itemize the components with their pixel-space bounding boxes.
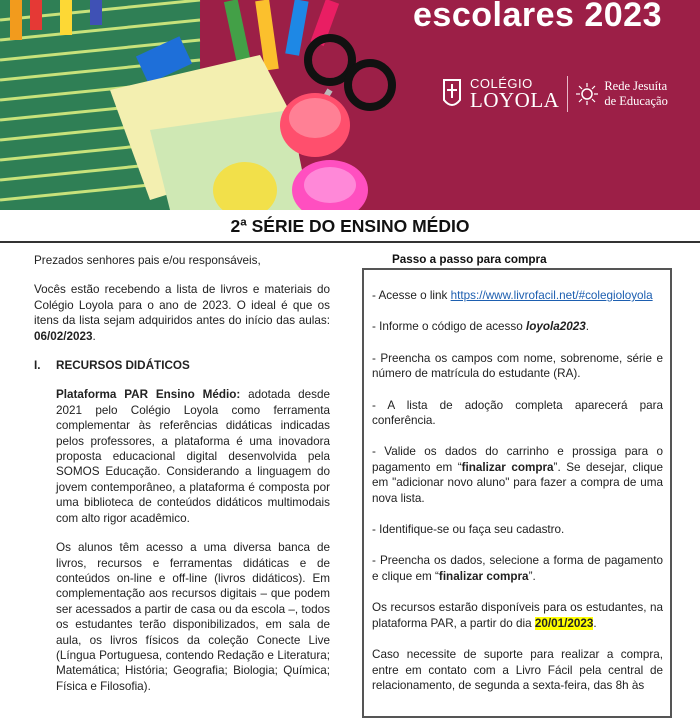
step-2: - Informe o código de acesso loyola2023. [372,320,590,334]
left-column [34,253,330,708]
section-number: I. [34,359,41,373]
purchase-steps-title: Passo a passo para compra [392,253,547,266]
greeting: Prezados senhores pais e/ou responsáveis, [34,254,261,267]
step-7 [372,553,663,584]
rede-jesuita-sun-icon [576,83,598,105]
school-supplies-illustration [0,0,420,210]
livrofacil-link[interactable]: https://www.livrofacil.net/#colegioloyola [450,289,653,302]
par-title: Plataforma PAR Ensino Médio: [56,388,241,402]
step-6: - Identifique-se ou faça seu cadastro. [372,523,565,537]
loyola-crest-icon [440,76,464,112]
step-7-text-a: - Preencha os dados, selecione a forma de pagamento e clique em “ [372,554,663,583]
access-code: loyola2023 [525,320,586,334]
purchase-steps-box [362,268,672,718]
step-7-text-c: ”. [528,569,536,583]
network-line2: de Educação [604,94,668,108]
support-paragraph: Caso necessite de suporte para realizar a compra, entre em contato com a Livro Fácil pela central de relacionamento, de segunda a sexta-feira, das 8h às [372,648,663,692]
title-divider [0,241,700,243]
step-5 [372,444,663,506]
intro-date: 06/02/2023 [34,329,93,343]
step-4: - A lista de adoção completa aparecerá para conferência. [372,398,663,428]
logo-text [470,77,559,111]
availability-text: Os recursos estarão disponíveis para os estudantes, na plataforma PAR, a partir do dia [372,601,663,630]
step-1 [372,288,663,303]
step-2-text: - Informe o código de acesso [372,320,526,334]
header-banner [0,0,700,210]
intro-text: Vocês estão recebendo a lista de livros e materiais do Colégio Loyola para o ano de 2023. O ideal é que os itens da lista sejam adquiridos antes do início das aulas: [34,283,330,328]
logo-line2: LOYOLA [470,88,560,112]
par-text: adotada desde 2021 pelo Colégio Loyola como ferramenta complementar às referências didáticas indicadas pelos professores, a plataforma é uma inovadora proposta educacional digital desenvolvida pela SOMOS Educação. Considerando a linguagem do jovem contemporâneo, a plataforma é composta por uma biblioteca de conteúdos didáticos multimodais com alto rigor acadêmico. [56,388,331,525]
logo-line1: COLÉGIO [470,76,533,91]
step-3: - Preencha os campos com nome, sobrenome, série e número de matrícula do estudante (RA). [372,351,663,381]
section-title: RECURSOS DIDÁTICOS [56,359,190,373]
logo-divider [567,76,568,112]
page-title: 2ª SÉRIE DO ENSINO MÉDIO [230,216,470,236]
network-line1: Rede Jesuíta [604,79,668,93]
section-heading [34,358,330,373]
school-supplies-photo [0,0,420,210]
par-paragraph [56,387,330,526]
access-paragraph: Os alunos têm acesso a uma diversa banca de livros, recursos e ferramentas didáticas e de conteúdos on-line e off-line (livros didáticos). Em complementação aos recursos digitais – que podem ser acessados a partir de casa ou da escola –, todos os estudantes terão disponibilizados, em sala de aula, os livros físicos da coleção Conecte Live (Língua Portuguesa, contendo Redação e Literatura; Matemática; História; Geografia; Biologia; Química; Física e Filosofia). [56,541,330,693]
step-1-text: - Acesse o link [372,289,451,302]
colegio-loyola-logo [440,72,668,116]
step-5-text-a: - Valide os dados do carrinho e prossiga para o pagamento em “ [372,445,663,474]
network-text [604,79,668,109]
step-5-text-c: ”. Se desejar, clique em "adicionar novo aluno" para fazer a compra de uma nova lista. [372,460,663,505]
step-5-action: finalizar compra [461,460,554,474]
availability-paragraph: Os recursos estarão disponíveis para os estudantes, na plataforma PAR, a partir do dia 20/01/2023. [372,601,663,630]
availability-date: 20/01/2023 [534,616,594,630]
banner-title: escolares 2023 [413,0,662,34]
step-7-action: finalizar compra [438,569,529,583]
intro-paragraph: Vocês estão recebendo a lista de livros e materiais do Colégio Loyola para o ano de 2023. O ideal é que os itens da lista sejam adquiridos antes do início das aulas: 06/02/2023. [34,283,330,343]
